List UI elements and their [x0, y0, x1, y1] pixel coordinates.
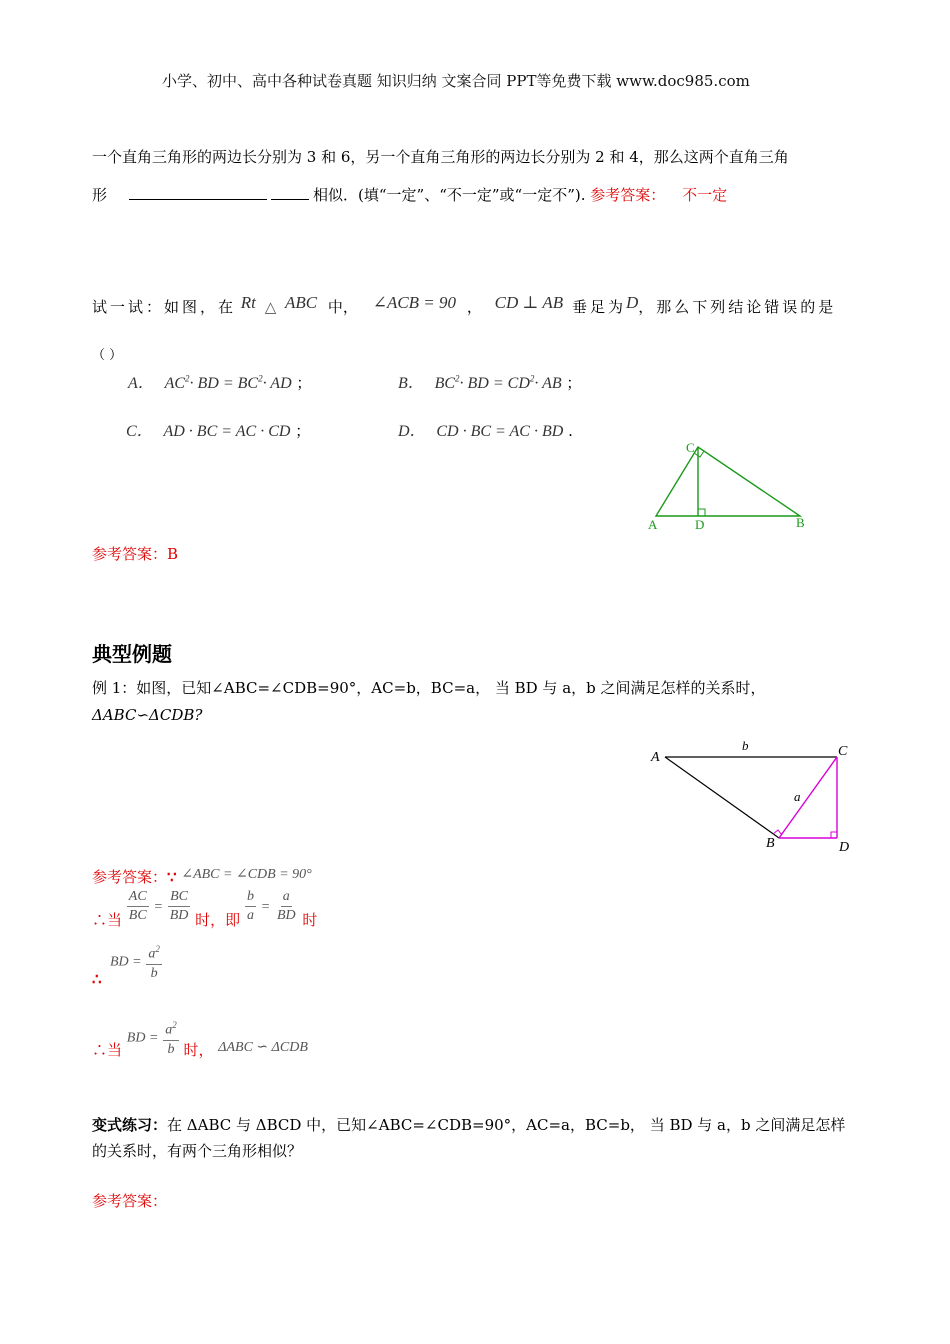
right-angle-d-mark-2 [831, 832, 837, 838]
shi-ji-text: 时，即 [195, 910, 241, 929]
comma: ， [466, 298, 482, 316]
similar-expr: ΔABC ∽ ΔCDB [218, 1040, 308, 1056]
option-c [126, 418, 310, 441]
q1-suffix: 相似．(填“一定”、“不一定”或“一定不”). [313, 186, 586, 204]
solution-line1 [92, 866, 312, 887]
fraction-a2-b-2: $\frac{a^2}{b}$ [163, 1016, 179, 1059]
variant-line1 [92, 1114, 845, 1135]
option-a-expr: $AC^2\cdot$ BD = $BC^2\cdot$ AD [164, 373, 292, 392]
solution-label: 参考答案： [92, 868, 168, 886]
answer-blank-2 [271, 185, 309, 200]
shi-text: 时 [302, 910, 318, 929]
answer-blank [129, 185, 267, 200]
label-d-2: D [839, 840, 850, 855]
solution-line2 [92, 888, 318, 929]
label-side-a: a [794, 789, 801, 804]
option-a [128, 370, 311, 393]
because-symbol: ∵ [167, 868, 177, 886]
option-b-semi: ； [566, 374, 582, 392]
label-b: B [796, 515, 805, 530]
option-c-expr: AD · BC = AC · CD [163, 423, 291, 440]
zhong-text: 中， [327, 298, 358, 316]
fraction-b-a: $\frac{b}{a}$ [246, 889, 254, 923]
fraction-a-bd: $\frac{a}{BD}$ [276, 889, 296, 923]
right-angle-d-mark [698, 509, 705, 516]
variant-text: 在 ΔABC 与 ΔBCD 中，已知∠ABC=∠CDB=90°，AC=a，BC=b， 当 BD 与 a，b 之间满足怎样 [167, 1116, 846, 1134]
angle-expr: ∠ACB = 90 [372, 293, 457, 312]
ex1-line1: 例 1：如图，已知∠ABC=∠CDB=90°，AC=b，BC=a， 当 BD 与 a，b 之间满足怎样的关系时， [92, 679, 766, 697]
d-text: D [625, 293, 639, 312]
option-a-label: A． [128, 375, 154, 392]
side-bc [779, 757, 837, 838]
solution-line3 [110, 940, 162, 983]
abc-text: ABC [285, 293, 318, 312]
option-b-expr: $BC^2\cdot$ BD = $CD^2\cdot$ AB [434, 373, 562, 392]
option-a-semi: ； [296, 374, 312, 392]
triangle-symbol: △ [264, 298, 277, 316]
variant-answer-label: 参考答案： [92, 1192, 168, 1210]
label-a: A [648, 517, 658, 532]
triangle-figure-1 [640, 436, 820, 536]
bd-equals-2: BD = [126, 1030, 159, 1046]
therefore-when: ∴当 [92, 910, 123, 929]
option-d-label: D． [398, 423, 426, 440]
triangle-figure-2 [645, 736, 860, 856]
try-rest: ，那么下列结论错误的是 [638, 298, 837, 316]
q1-prefix: 形 [92, 186, 108, 204]
section-heading: 典型例题 [92, 642, 172, 666]
label-c-2: C [838, 744, 848, 759]
therefore-when-2: ∴当 [92, 1041, 123, 1060]
solution-line4 [92, 1016, 308, 1059]
fraction-bc-bd: $\frac{BC}{BD}$ [169, 889, 189, 923]
bd-equals: BD = [110, 954, 142, 970]
option-b [398, 370, 581, 393]
q1-answer-label: 参考答案： [590, 186, 666, 204]
option-d-period: . [568, 422, 573, 440]
variant-label: 变式练习： [92, 1116, 168, 1134]
try-label: 试一试：如图，在 [92, 298, 237, 316]
rt-text: Rt [240, 293, 256, 312]
label-d: D [695, 517, 705, 532]
q1-line2 [92, 184, 727, 205]
therefore-symbol: ∴ [92, 970, 102, 988]
option-c-semi: ； [295, 422, 311, 440]
equals-2: = [260, 899, 271, 915]
option-d [398, 418, 573, 441]
try-line [92, 293, 837, 317]
perp-expr: CD ⊥ AB [494, 293, 564, 312]
option-b-label: B． [398, 375, 424, 392]
q1-line1: 一个直角三角形的两边长分别为 3 和 6，另一个直角三角形的两边长分别为 2 和 4，那么这两个直角三角 [92, 148, 789, 166]
q1-answer-value: 不一定 [682, 186, 728, 204]
ex1-line2: ΔABC∽ΔCDB? [92, 706, 203, 724]
option-d-expr: CD · BC = AC · BD [436, 423, 564, 440]
equals: = [153, 899, 163, 915]
foot-text: 垂足为 [571, 298, 626, 316]
label-a-2: A [651, 750, 660, 765]
try-answer: 参考答案：B [92, 545, 179, 563]
side-ab [665, 757, 779, 838]
label-c: C [686, 440, 695, 455]
fraction-ac-bc: $\frac{AC}{BC}$ [128, 889, 147, 923]
page-header: 小学、初中、高中各种试卷真题 知识归纳 文案合同 PPT等免费下载 www.doc985.com [162, 72, 750, 90]
label-b-2: B [766, 836, 775, 851]
shi-comma-text: 时， [183, 1041, 214, 1060]
given-expr: ∠ABC = ∠CDB = 90° [181, 867, 312, 882]
triangle-acb [656, 447, 800, 516]
variant-line2: 的关系时，有两个三角形相似？ [92, 1142, 303, 1160]
try-paren: （ ） [92, 348, 123, 363]
option-c-label: C． [126, 423, 153, 440]
fraction-a2-b: $\frac{a^2}{b}$ [146, 940, 162, 983]
label-side-b: b [742, 738, 749, 753]
